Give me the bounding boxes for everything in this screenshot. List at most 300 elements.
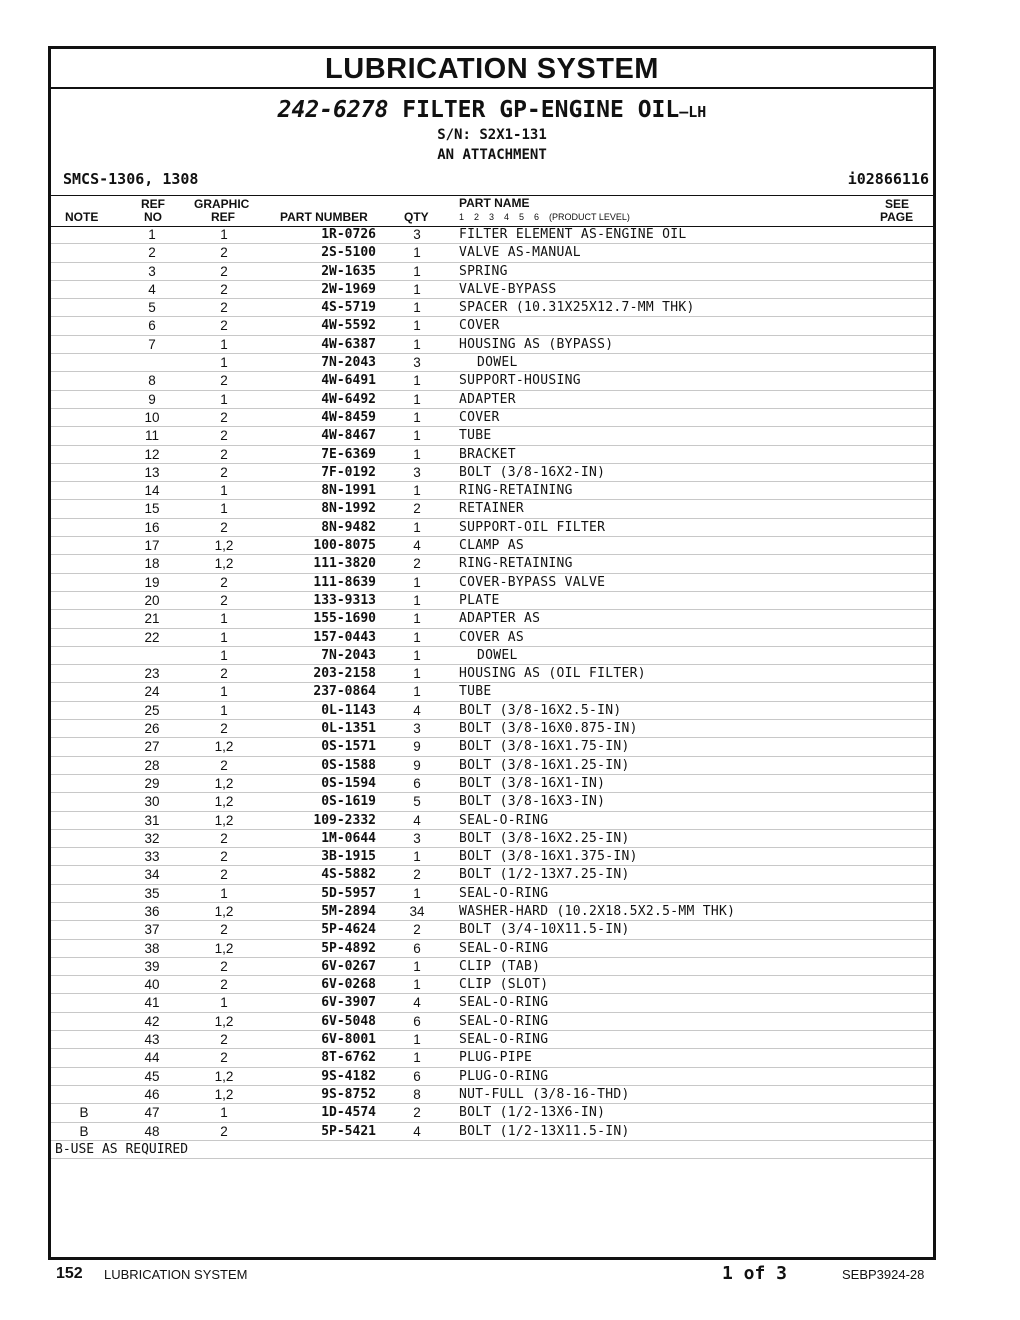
table-row	[51, 903, 933, 921]
table-row	[51, 683, 933, 701]
table-row	[51, 848, 933, 866]
col-ref-bottom: NO	[144, 210, 162, 224]
table-row	[51, 592, 933, 610]
table-row	[51, 1086, 933, 1104]
table-row	[51, 793, 933, 811]
table-row	[51, 940, 933, 958]
row-graphic-ref: 1	[220, 629, 228, 645]
row-ref-no: 26	[144, 721, 160, 737]
row-part-number: 8T-6762	[321, 1050, 376, 1066]
row-part-number: 8N-1992	[321, 501, 376, 517]
row-graphic-ref: 2	[220, 958, 228, 974]
row-part-name: BOLT (1/2-13X7.25-IN)	[459, 867, 630, 883]
row-graphic-ref: 2	[220, 318, 228, 334]
row-part-name: SEAL-O-RING	[459, 940, 549, 956]
row-part-number: 2W-1635	[321, 263, 376, 279]
row-ref-no: 41	[144, 995, 160, 1011]
row-qty: 34	[409, 903, 425, 919]
table-row	[51, 317, 933, 335]
row-graphic-ref: 1	[220, 611, 228, 627]
row-qty: 6	[413, 1068, 421, 1084]
group-heading	[51, 97, 933, 165]
row-part-name: VALVE AS-MANUAL	[459, 245, 581, 261]
row-ref-no: 35	[144, 885, 160, 901]
row-graphic-ref: 1	[220, 483, 228, 499]
smcs-code: SMCS-1306, 1308	[63, 170, 199, 188]
table-row	[51, 775, 933, 793]
table-row	[51, 610, 933, 628]
row-qty: 4	[413, 1123, 421, 1139]
row-part-name: PLATE	[459, 592, 500, 608]
row-ref-no: 27	[144, 739, 160, 755]
row-ref-no: 7	[148, 336, 156, 352]
row-part-name: BOLT (3/8-16X3-IN)	[459, 794, 606, 810]
row-qty: 3	[413, 464, 421, 480]
row-part-name: PLUG-PIPE	[459, 1050, 533, 1066]
table-row	[51, 976, 933, 994]
row-part-name: SPACER (10.31X25X12.7-MM THK)	[459, 300, 695, 316]
table-row	[51, 482, 933, 500]
row-qty: 1	[413, 611, 421, 627]
row-qty: 2	[413, 922, 421, 938]
row-part-number: 0L-1143	[321, 702, 376, 718]
row-ref-no: 8	[148, 373, 156, 389]
row-qty: 1	[413, 977, 421, 993]
row-ref-no: 30	[144, 794, 160, 810]
row-qty: 6	[413, 775, 421, 791]
row-part-number: 0S-1588	[321, 757, 376, 773]
table-row	[51, 866, 933, 884]
row-part-number: 4W-6491	[321, 373, 376, 389]
row-part-name: CLAMP AS	[459, 538, 525, 554]
row-part-number: 100-8075	[313, 538, 376, 554]
row-graphic-ref: 2	[220, 519, 228, 535]
document-id: i02866116	[847, 170, 929, 188]
row-ref-no: 9	[148, 391, 156, 407]
group-title	[51, 97, 933, 125]
row-ref-no: 43	[144, 1032, 160, 1048]
row-graphic-ref: 2	[220, 666, 228, 682]
row-graphic-ref: 2	[220, 300, 228, 316]
row-part-name: NUT-FULL (3/8-16-THD)	[459, 1086, 630, 1102]
col-part-number: PART NUMBER	[280, 210, 368, 224]
row-ref-no: 40	[144, 977, 160, 993]
row-qty: 9	[413, 757, 421, 773]
row-part-number: 5P-5421	[321, 1123, 376, 1139]
row-part-number: 0S-1594	[321, 775, 376, 791]
row-qty: 3	[413, 721, 421, 737]
row-qty: 6	[413, 940, 421, 956]
row-ref-no: 48	[144, 1123, 160, 1139]
row-part-number: 2W-1969	[321, 281, 376, 297]
row-part-name: COVER AS	[459, 629, 525, 645]
row-ref-no: 42	[144, 1013, 160, 1029]
row-part-name: DOWEL	[477, 355, 518, 371]
row-qty: 1	[413, 483, 421, 499]
row-graphic-ref: 2	[220, 757, 228, 773]
row-part-name: COVER-BYPASS VALVE	[459, 574, 606, 590]
row-graphic-ref: 2	[220, 428, 228, 444]
row-part-name: SEAL-O-RING	[459, 1032, 549, 1048]
row-part-number: 203-2158	[313, 666, 376, 682]
row-part-name: ADAPTER AS	[459, 611, 541, 627]
row-qty: 3	[413, 355, 421, 371]
row-part-number: 1M-0644	[321, 830, 376, 846]
row-qty: 1	[413, 666, 421, 682]
table-row	[51, 446, 933, 464]
col-see-bottom: PAGE	[880, 210, 914, 224]
table-row	[51, 885, 933, 903]
table-row	[51, 537, 933, 555]
row-graphic-ref: 1	[220, 1105, 228, 1121]
row-part-number: 6V-8001	[321, 1032, 376, 1048]
table-row	[51, 464, 933, 482]
row-ref-no: 39	[144, 958, 160, 974]
section-title: LUBRICATION SYSTEM	[51, 49, 933, 89]
row-ref-no: 29	[144, 775, 160, 791]
row-part-number: 4W-6387	[321, 336, 376, 352]
row-qty: 1	[413, 245, 421, 261]
row-part-name: SEAL-O-RING	[459, 812, 549, 828]
row-part-name: HOUSING AS (OIL FILTER)	[459, 666, 646, 682]
row-qty: 1	[413, 391, 421, 407]
row-graphic-ref: 2	[220, 721, 228, 737]
row-ref-no: 19	[144, 574, 160, 590]
row-graphic-ref: 2	[220, 1032, 228, 1048]
row-qty: 1	[413, 409, 421, 425]
table-row	[51, 1123, 933, 1141]
row-graphic-ref: 1	[220, 355, 228, 371]
row-graphic-ref: 2	[220, 1123, 228, 1139]
row-graphic-ref: 2	[220, 849, 228, 865]
row-part-name: BOLT (3/8-16X1.25-IN)	[459, 757, 630, 773]
row-part-number: 6V-0268	[321, 977, 376, 993]
col-graphic-bottom: REF	[211, 210, 235, 224]
row-qty: 1	[413, 885, 421, 901]
row-qty: 3	[413, 830, 421, 846]
row-part-name: RING-RETAINING	[459, 483, 573, 499]
table-row	[51, 372, 933, 390]
footer-section: LUBRICATION SYSTEM	[104, 1267, 248, 1282]
row-graphic-ref: 1,2	[214, 739, 234, 755]
row-graphic-ref: 2	[220, 464, 228, 480]
row-part-name: BOLT (3/8-16X1-IN)	[459, 775, 606, 791]
row-part-name: BOLT (3/4-10X11.5-IN)	[459, 922, 630, 938]
table-row	[51, 1031, 933, 1049]
column-headers	[51, 195, 933, 227]
row-part-number: 5M-2894	[321, 903, 376, 919]
row-ref-no: 22	[144, 629, 160, 645]
table-row	[51, 244, 933, 262]
row-part-name: BOLT (3/8-16X1.75-IN)	[459, 739, 630, 755]
row-qty: 1	[413, 519, 421, 535]
row-ref-no: 36	[144, 903, 160, 919]
row-part-name: CLIP (TAB)	[459, 958, 541, 974]
row-graphic-ref: 1,2	[214, 940, 234, 956]
row-part-number: 5P-4892	[321, 940, 376, 956]
row-ref-no: 14	[144, 483, 160, 499]
table-row	[51, 354, 933, 372]
row-note: B	[79, 1105, 89, 1121]
row-ref-no: 23	[144, 666, 160, 682]
row-qty: 1	[413, 684, 421, 700]
col-note: NOTE	[65, 210, 99, 224]
group-part-number: 242-6278	[277, 97, 389, 123]
row-qty: 1	[413, 281, 421, 297]
row-part-number: 157-0443	[313, 629, 376, 645]
row-part-number: 4W-5592	[321, 318, 376, 334]
row-graphic-ref: 1,2	[214, 812, 234, 828]
row-graphic-ref: 1	[220, 336, 228, 352]
row-ref-no: 4	[148, 281, 156, 297]
row-ref-no: 32	[144, 830, 160, 846]
row-ref-no: 17	[144, 538, 160, 554]
table-row	[51, 665, 933, 683]
smcs-row	[61, 169, 929, 189]
row-part-name: BOLT (3/8-16X2.25-IN)	[459, 830, 630, 846]
row-qty: 4	[413, 812, 421, 828]
row-part-name: SEAL-O-RING	[459, 995, 549, 1011]
row-graphic-ref: 2	[220, 1050, 228, 1066]
table-row	[51, 391, 933, 409]
row-graphic-ref: 1,2	[214, 556, 234, 572]
row-ref-no: 20	[144, 592, 160, 608]
row-part-number: 1D-4574	[321, 1105, 376, 1121]
row-part-name: BRACKET	[459, 446, 516, 462]
row-qty: 1	[413, 263, 421, 279]
row-part-name: BOLT (1/2-13X6-IN)	[459, 1105, 606, 1121]
row-qty: 2	[413, 867, 421, 883]
table-row	[51, 958, 933, 976]
row-ref-no: 11	[144, 428, 159, 444]
row-part-name: COVER	[459, 318, 500, 334]
row-part-number: 109-2332	[313, 812, 376, 828]
row-part-name: BOLT (3/8-16X0.875-IN)	[459, 721, 638, 737]
row-ref-no: 13	[144, 464, 160, 480]
row-qty: 1	[413, 318, 421, 334]
row-qty: 1	[413, 373, 421, 389]
row-qty: 4	[413, 995, 421, 1011]
row-qty: 2	[413, 501, 421, 517]
row-ref-no: 46	[144, 1086, 160, 1102]
serial-number: S/N: S2X1-131	[437, 127, 547, 143]
row-qty: 2	[413, 1105, 421, 1121]
row-ref-no: 31	[144, 812, 160, 828]
row-qty: 1	[413, 592, 421, 608]
row-qty: 3	[413, 227, 421, 242]
row-ref-no: 3	[148, 263, 156, 279]
row-graphic-ref: 1	[220, 702, 228, 718]
footnote-row	[51, 1141, 933, 1159]
row-graphic-ref: 2	[220, 446, 228, 462]
row-graphic-ref: 2	[220, 592, 228, 608]
table-row	[51, 427, 933, 445]
row-part-number: 4W-8459	[321, 409, 376, 425]
col-see-top: SEE	[885, 197, 910, 211]
row-qty: 6	[413, 1013, 421, 1029]
row-part-number: 7E-6369	[321, 446, 376, 462]
row-graphic-ref: 2	[220, 263, 228, 279]
row-part-number: 2S-5100	[321, 245, 376, 261]
row-qty: 4	[413, 702, 421, 718]
row-part-name: COVER	[459, 409, 500, 425]
row-part-name: HOUSING AS (BYPASS)	[459, 336, 614, 352]
table-row	[51, 555, 933, 573]
row-ref-no: 34	[144, 867, 160, 883]
row-graphic-ref: 1	[220, 885, 228, 901]
row-qty: 1	[413, 574, 421, 590]
row-graphic-ref: 1,2	[214, 1068, 234, 1084]
table-row	[51, 281, 933, 299]
row-part-name: SUPPORT-HOUSING	[459, 373, 581, 389]
row-ref-no: 15	[144, 501, 160, 517]
parts-table	[51, 226, 933, 1159]
group-name: FILTER GP-ENGINE OIL	[402, 97, 680, 123]
row-ref-no: 33	[144, 849, 160, 865]
row-part-name: FILTER ELEMENT AS-ENGINE OIL	[459, 227, 687, 242]
row-part-name: PLUG-O-RING	[459, 1068, 549, 1084]
page-footer	[0, 1262, 1020, 1286]
row-part-number: 6V-0267	[321, 958, 376, 974]
row-qty: 1	[413, 428, 421, 444]
row-part-number: 7N-2043	[321, 355, 376, 371]
row-qty: 1	[413, 629, 421, 645]
row-part-number: 0L-1351	[321, 721, 376, 737]
row-part-name: BOLT (3/8-16X2-IN)	[459, 464, 606, 480]
row-part-name: VALVE-BYPASS	[459, 281, 557, 297]
table-row	[51, 226, 933, 244]
row-graphic-ref: 2	[220, 867, 228, 883]
footnote: B-USE AS REQUIRED	[55, 1141, 189, 1157]
table-row	[51, 1068, 933, 1086]
row-part-name: RETAINER	[459, 501, 525, 517]
row-note: B	[79, 1123, 89, 1139]
row-graphic-ref: 2	[220, 922, 228, 938]
row-graphic-ref: 1	[220, 227, 228, 242]
row-part-number: 9S-8752	[321, 1086, 376, 1102]
row-ref-no: 5	[148, 300, 156, 316]
row-part-name: SEAL-O-RING	[459, 885, 549, 901]
row-part-number: 4W-8467	[321, 428, 376, 444]
row-graphic-ref: 1,2	[214, 1086, 234, 1102]
col-qty: QTY	[404, 210, 429, 224]
row-qty: 1	[413, 446, 421, 462]
group-suffix: –LH	[679, 103, 707, 121]
row-qty: 9	[413, 739, 421, 755]
table-row	[51, 647, 933, 665]
row-part-number: 4S-5882	[321, 867, 376, 883]
table-row	[51, 994, 933, 1012]
row-graphic-ref: 1,2	[214, 794, 234, 810]
row-ref-no: 16	[144, 519, 160, 535]
table-row	[51, 830, 933, 848]
col-graphic-top: GRAPHIC	[194, 197, 250, 211]
table-row	[51, 757, 933, 775]
table-row	[51, 519, 933, 537]
row-part-number: 4S-5719	[321, 300, 376, 316]
row-part-name: RING-RETAINING	[459, 556, 573, 572]
row-graphic-ref: 2	[220, 977, 228, 993]
row-qty: 1	[413, 849, 421, 865]
row-ref-no: 12	[144, 446, 160, 462]
table-row	[51, 1013, 933, 1031]
row-ref-no: 24	[144, 684, 160, 700]
footer-sheet: 1 of 3	[722, 1263, 788, 1284]
row-part-name: BOLT (1/2-13X11.5-IN)	[459, 1123, 630, 1139]
row-ref-no: 2	[148, 245, 156, 261]
row-ref-no: 21	[144, 611, 160, 627]
row-qty: 1	[413, 1032, 421, 1048]
table-row	[51, 812, 933, 830]
row-part-name: TUBE	[459, 684, 492, 700]
row-part-number: 3B-1915	[321, 849, 376, 865]
attachment-label: AN ATTACHMENT	[437, 147, 547, 163]
table-row	[51, 1049, 933, 1067]
row-part-name: SEAL-O-RING	[459, 1013, 549, 1029]
table-row	[51, 500, 933, 518]
table-row	[51, 702, 933, 720]
row-part-number: 9S-4182	[321, 1068, 376, 1084]
row-qty: 1	[413, 958, 421, 974]
footer-page-number: 152	[56, 1265, 83, 1282]
col-product-levels: 1 2 3 4 5 6 (PRODUCT LEVEL)	[459, 212, 630, 222]
row-qty: 1	[413, 1050, 421, 1066]
table-row	[51, 336, 933, 354]
parts-list-frame	[48, 46, 936, 1260]
row-part-name: TUBE	[459, 428, 492, 444]
row-part-number: 133-9313	[313, 592, 376, 608]
row-part-number: 111-8639	[313, 574, 376, 590]
row-part-name: BOLT (3/8-16X2.5-IN)	[459, 702, 622, 718]
row-qty: 1	[413, 300, 421, 316]
row-graphic-ref: 2	[220, 373, 228, 389]
row-graphic-ref: 2	[220, 830, 228, 846]
row-part-number: 155-1690	[313, 611, 376, 627]
row-part-number: 1R-0726	[321, 227, 376, 242]
row-ref-no: 10	[144, 409, 160, 425]
table-row	[51, 921, 933, 939]
row-ref-no: 18	[144, 556, 160, 572]
row-part-number: 7N-2043	[321, 647, 376, 663]
table-row	[51, 629, 933, 647]
row-part-number: 5P-4624	[321, 922, 376, 938]
row-ref-no: 37	[144, 922, 160, 938]
table-row	[51, 720, 933, 738]
row-part-number: 237-0864	[313, 684, 376, 700]
row-part-number: 8N-9482	[321, 519, 376, 535]
row-qty: 1	[413, 336, 421, 352]
row-qty: 4	[413, 538, 421, 554]
table-row	[51, 574, 933, 592]
row-graphic-ref: 1	[220, 684, 228, 700]
row-graphic-ref: 1,2	[214, 903, 234, 919]
row-part-name: BOLT (3/8-16X1.375-IN)	[459, 849, 638, 865]
row-part-number: 5D-5957	[321, 885, 376, 901]
row-graphic-ref: 1,2	[214, 775, 234, 791]
row-graphic-ref: 1	[220, 995, 228, 1011]
row-qty: 8	[413, 1086, 421, 1102]
col-ref-top: REF	[141, 197, 165, 211]
row-qty: 5	[413, 794, 421, 810]
row-part-name: SUPPORT-OIL FILTER	[459, 519, 606, 535]
row-part-number: 0S-1571	[321, 739, 376, 755]
row-part-number: 111-3820	[313, 556, 376, 572]
row-part-name: SPRING	[459, 263, 508, 279]
row-graphic-ref: 1	[220, 501, 228, 517]
row-graphic-ref: 1,2	[214, 538, 234, 554]
row-part-number: 7F-0192	[321, 464, 376, 480]
col-part-name: PART NAME	[459, 196, 530, 210]
